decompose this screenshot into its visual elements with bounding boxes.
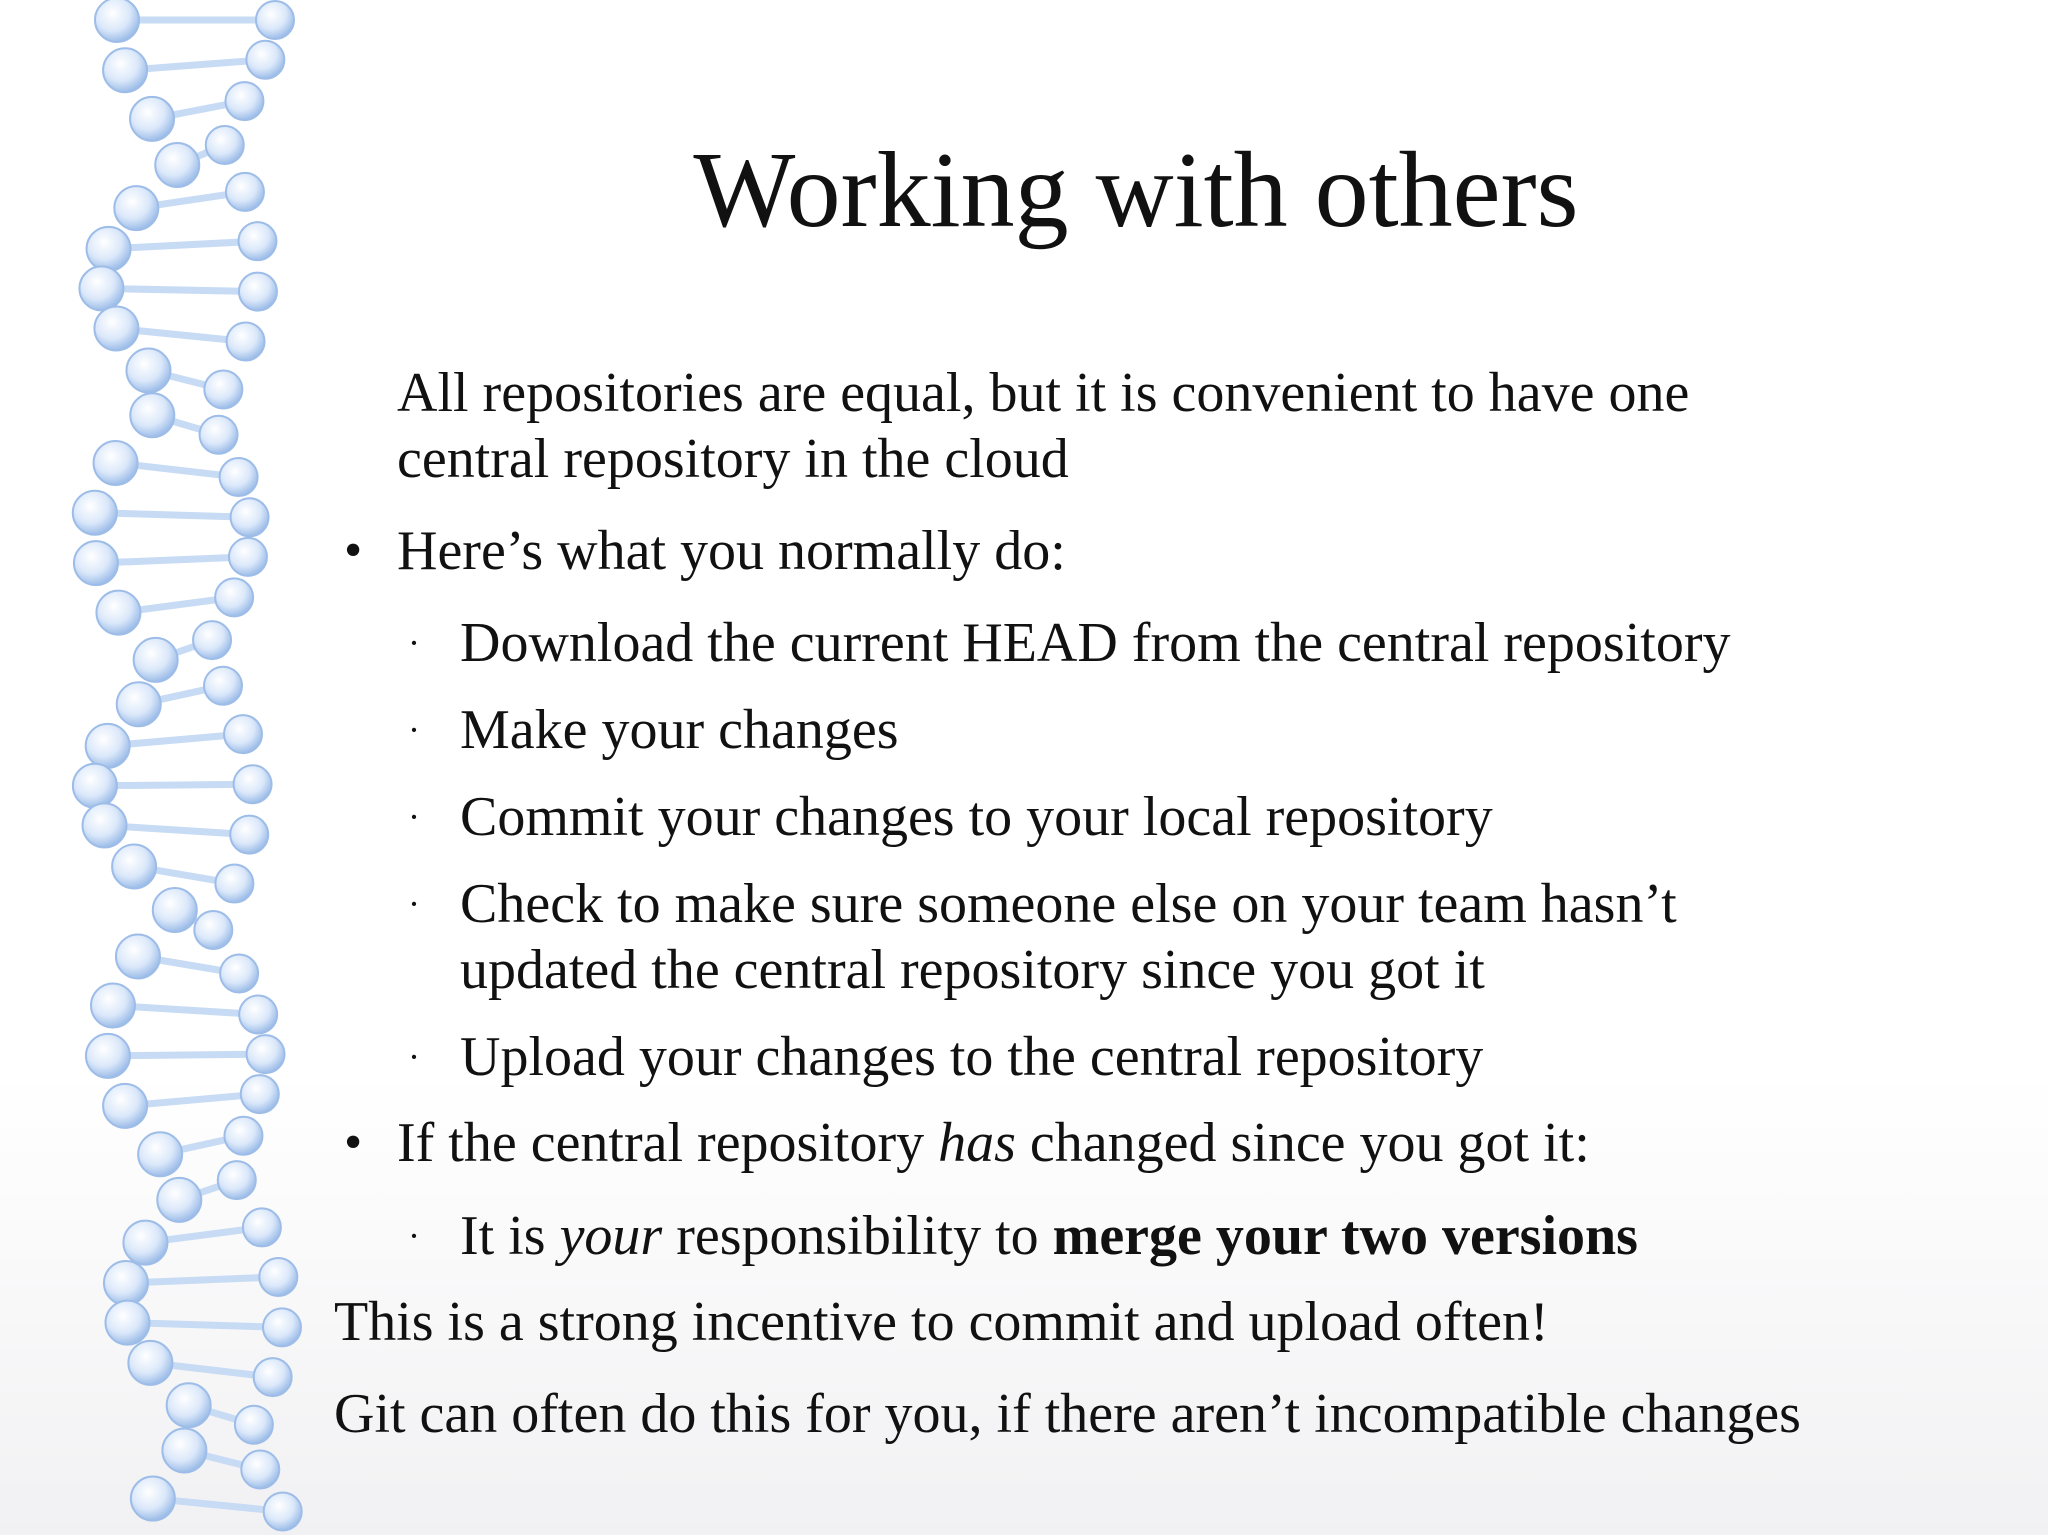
helix-node <box>264 1492 302 1530</box>
helix-node <box>193 621 231 659</box>
helix-node <box>157 1178 201 1222</box>
helix-node <box>263 1308 301 1346</box>
helix-node <box>126 348 170 392</box>
helix-node <box>204 371 242 409</box>
intro-line-2: central repository in the cloud <box>397 428 1069 490</box>
sub-bullet-icon: · <box>408 1216 420 1256</box>
helix-node <box>238 222 276 260</box>
emphasis-merge-versions: merge your two versions <box>1052 1205 1638 1267</box>
helix-node <box>103 48 147 92</box>
helix-node <box>215 578 253 616</box>
helix-rung <box>95 784 253 785</box>
helix-node <box>73 764 117 808</box>
helix-node <box>73 491 117 535</box>
helix-node <box>94 306 138 350</box>
helix-rung <box>127 1323 282 1328</box>
helix-node <box>103 1084 147 1128</box>
helix-node <box>226 173 264 211</box>
helix-node <box>256 1 294 39</box>
helix-node <box>231 498 269 536</box>
helix-node <box>247 1035 285 1073</box>
step-download: Download the current HEAD from the central repository <box>460 612 1731 674</box>
step-check-line-1: Check to make sure someone else on your team hasn’t <box>460 873 1677 935</box>
helix-node <box>155 143 199 187</box>
helix-node <box>204 667 242 705</box>
helix-node <box>206 126 244 164</box>
helix-node <box>239 995 277 1033</box>
helix-node <box>225 82 263 120</box>
helix-node <box>128 1341 172 1385</box>
helix-node <box>74 541 118 585</box>
helix-node <box>235 1406 273 1444</box>
helix-node <box>87 227 131 271</box>
sub-bullet-icon: · <box>408 884 420 924</box>
helix-node <box>220 458 258 496</box>
bullet-icon: • <box>344 522 363 579</box>
helix-node <box>153 888 197 932</box>
helix-node <box>105 1301 149 1345</box>
sub-bullet-icon: · <box>408 1037 420 1077</box>
helix-node <box>130 393 174 437</box>
helix-node <box>239 273 277 311</box>
helix-node <box>243 1208 281 1246</box>
emphasis-your: your <box>559 1205 663 1267</box>
helix-node <box>95 0 139 42</box>
helix-rung <box>101 288 257 291</box>
dna-helix-decoration <box>0 0 340 1535</box>
helix-node <box>79 266 123 310</box>
helix-node <box>167 1383 211 1427</box>
helix-node <box>83 803 127 847</box>
helix-node <box>86 1034 130 1078</box>
conclusion-incentive: This is a strong incentive to commit and upload often! <box>334 1291 1549 1353</box>
helix-node <box>131 1477 175 1521</box>
helix-node <box>138 1132 182 1176</box>
helix-node <box>116 934 160 978</box>
helix-node <box>200 416 238 454</box>
point-central-changed: If the central repository has changed since you got it: <box>397 1112 1590 1174</box>
helix-node <box>246 41 284 79</box>
bullet-icon: • <box>344 1114 363 1171</box>
helix-node <box>94 441 138 485</box>
helix-node <box>134 638 178 682</box>
helix-node <box>123 1221 167 1265</box>
step-upload: Upload your changes to the central repository <box>460 1026 1484 1088</box>
helix-node <box>162 1429 206 1473</box>
helix-node <box>224 715 262 753</box>
step-commit: Commit your changes to your local repository <box>460 786 1493 848</box>
helix-node <box>224 1117 262 1155</box>
helix-node <box>220 955 258 993</box>
step-check-line-2: updated the central repository since you got it <box>460 939 1485 1001</box>
helix-node <box>130 97 174 141</box>
intro-line-1: All repositories are equal, but it is convenient to have one <box>397 362 1690 424</box>
conclusion-git-auto-merge: Git can often do this for you, if there aren’t incompatible changes <box>334 1383 1801 1445</box>
helix-node <box>114 186 158 230</box>
helix-node <box>96 591 140 635</box>
slide-title: Working with others <box>693 131 1579 250</box>
helix-node <box>117 682 161 726</box>
sub-bullet-icon: · <box>408 623 420 663</box>
helix-node <box>254 1358 292 1396</box>
point-normal-workflow: Here’s what you normally do: <box>397 520 1066 582</box>
sub-bullet-icon: · <box>408 797 420 837</box>
helix-node <box>229 538 267 576</box>
helix-node <box>215 865 253 903</box>
helix-rung <box>108 1054 266 1056</box>
helix-node <box>91 984 135 1028</box>
helix-node <box>86 724 130 768</box>
helix-node <box>241 1075 279 1113</box>
step-make-changes: Make your changes <box>460 699 899 761</box>
helix-node <box>234 765 272 803</box>
helix-node <box>227 323 265 361</box>
helix-node <box>194 911 232 949</box>
helix-node <box>259 1258 297 1296</box>
helix-node <box>218 1161 256 1199</box>
emphasis-has: has <box>938 1112 1016 1174</box>
helix-rung <box>95 513 250 518</box>
helix-node <box>241 1450 279 1488</box>
helix-node <box>230 816 268 854</box>
sub-bullet-icon: · <box>408 710 420 750</box>
helix-node <box>112 844 156 888</box>
step-merge: It is your responsibility to merge your two versions <box>460 1205 1638 1267</box>
helix-node <box>104 1261 148 1305</box>
